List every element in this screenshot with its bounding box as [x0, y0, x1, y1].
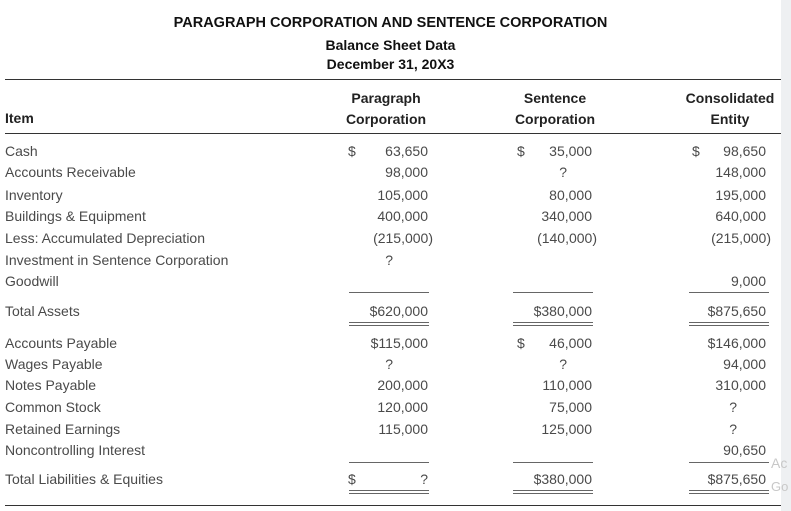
- paragraph-cell: $620,000: [369, 303, 428, 319]
- row-label: Accounts Payable: [5, 335, 118, 351]
- header-bottom-rule: [5, 133, 781, 134]
- sentence-cell: $380,000: [533, 471, 592, 487]
- consolidated-cell: 640,000: [715, 208, 766, 224]
- consolidated-cell: 9,000: [730, 273, 766, 289]
- right-edge-strip: [781, 0, 791, 511]
- consolidated-cell: (215,000): [711, 230, 771, 246]
- paragraph-cell: (215,000): [373, 230, 433, 246]
- paragraph-cell: $ 63,650: [348, 143, 428, 159]
- row-label: Wages Payable: [5, 356, 103, 372]
- total-double-rule: [689, 322, 769, 326]
- paragraph-cell: 105,000: [377, 187, 428, 203]
- sentence-cell: $380,000: [533, 303, 592, 319]
- sentence-cell: 125,000: [541, 421, 592, 437]
- row-label: Cash: [5, 143, 38, 159]
- subtotal-rule: [349, 462, 429, 463]
- consolidated-cell: $875,650: [707, 303, 766, 319]
- sentence-cell: 75,000: [549, 399, 592, 415]
- column-header-item: Item: [5, 110, 34, 126]
- consolidated-cell: 94,000: [723, 356, 766, 372]
- row-label: Accounts Receivable: [5, 164, 136, 180]
- total-double-rule: [689, 490, 769, 494]
- row-label: Investment in Sentence Corporation: [5, 252, 229, 268]
- sentence-cell: (140,000): [537, 230, 597, 246]
- sentence-cell: 110,000: [542, 377, 592, 393]
- paragraph-cell: $115,000: [370, 335, 428, 351]
- paragraph-cell: 115,000: [378, 421, 428, 437]
- subtotal-rule: [689, 292, 769, 293]
- row-label: Total Assets: [5, 303, 80, 319]
- consolidated-cell: $ 98,650: [692, 143, 766, 159]
- paragraph-cell: $ ?: [348, 471, 428, 487]
- paragraph-cell: ?: [385, 356, 393, 372]
- consolidated-cell: $146,000: [707, 335, 766, 351]
- report-date: December 31, 20X3: [326, 56, 455, 72]
- paragraph-cell: 200,000: [377, 377, 428, 393]
- row-label: Buildings & Equipment: [5, 208, 146, 224]
- consolidated-cell: 195,000: [715, 187, 766, 203]
- table-bottom-rule: [5, 505, 781, 506]
- header-top-rule: [5, 79, 781, 80]
- watermark-line-2: Go: [771, 479, 789, 494]
- paragraph-cell: 120,000: [377, 399, 428, 415]
- sentence-cell: $ 46,000: [517, 335, 592, 351]
- column-header-paragraph: Paragraph Corporation: [345, 90, 427, 127]
- row-label: Goodwill: [5, 273, 59, 289]
- sentence-cell: $ 35,000: [517, 143, 592, 159]
- subtotal-rule: [349, 292, 429, 293]
- subtotal-rule: [689, 462, 769, 463]
- consolidated-cell: 148,000: [715, 164, 766, 180]
- consolidated-cell: 90,650: [723, 442, 766, 458]
- total-double-rule: [349, 490, 429, 494]
- total-double-rule: [349, 322, 429, 326]
- row-label: Retained Earnings: [5, 421, 121, 437]
- column-header-sentence: Sentence Corporation: [514, 90, 596, 127]
- sentence-cell: ?: [559, 356, 567, 372]
- subtotal-rule: [513, 462, 593, 463]
- paragraph-cell: 98,000: [385, 164, 428, 180]
- consolidated-cell: ?: [729, 399, 737, 415]
- column-header-consolidated: Consolidated Entity: [685, 90, 775, 127]
- row-label: Notes Payable: [5, 377, 97, 393]
- total-double-rule: [513, 322, 593, 326]
- paragraph-cell: 400,000: [377, 208, 428, 224]
- sentence-cell: ?: [559, 164, 567, 180]
- consolidated-cell: $875,650: [707, 471, 766, 487]
- watermark-line-1: Ac: [771, 455, 788, 471]
- report-title: PARAGRAPH CORPORATION AND SENTENCE CORPORATION: [173, 15, 608, 31]
- total-double-rule: [513, 490, 593, 494]
- sentence-cell: 340,000: [541, 208, 592, 224]
- row-label: Total Liabilities & Equities: [5, 471, 163, 487]
- consolidated-cell: 310,000: [715, 377, 766, 393]
- row-label: Less: Accumulated Depreciation: [5, 230, 205, 246]
- report-subtitle: Balance Sheet Data: [325, 37, 456, 53]
- row-label: Inventory: [5, 187, 63, 203]
- sentence-cell: 80,000: [549, 187, 592, 203]
- consolidated-cell: ?: [729, 421, 737, 437]
- row-label: Noncontrolling Interest: [5, 442, 146, 458]
- subtotal-rule: [513, 292, 593, 293]
- row-label: Common Stock: [5, 399, 101, 415]
- paragraph-cell: ?: [385, 252, 393, 268]
